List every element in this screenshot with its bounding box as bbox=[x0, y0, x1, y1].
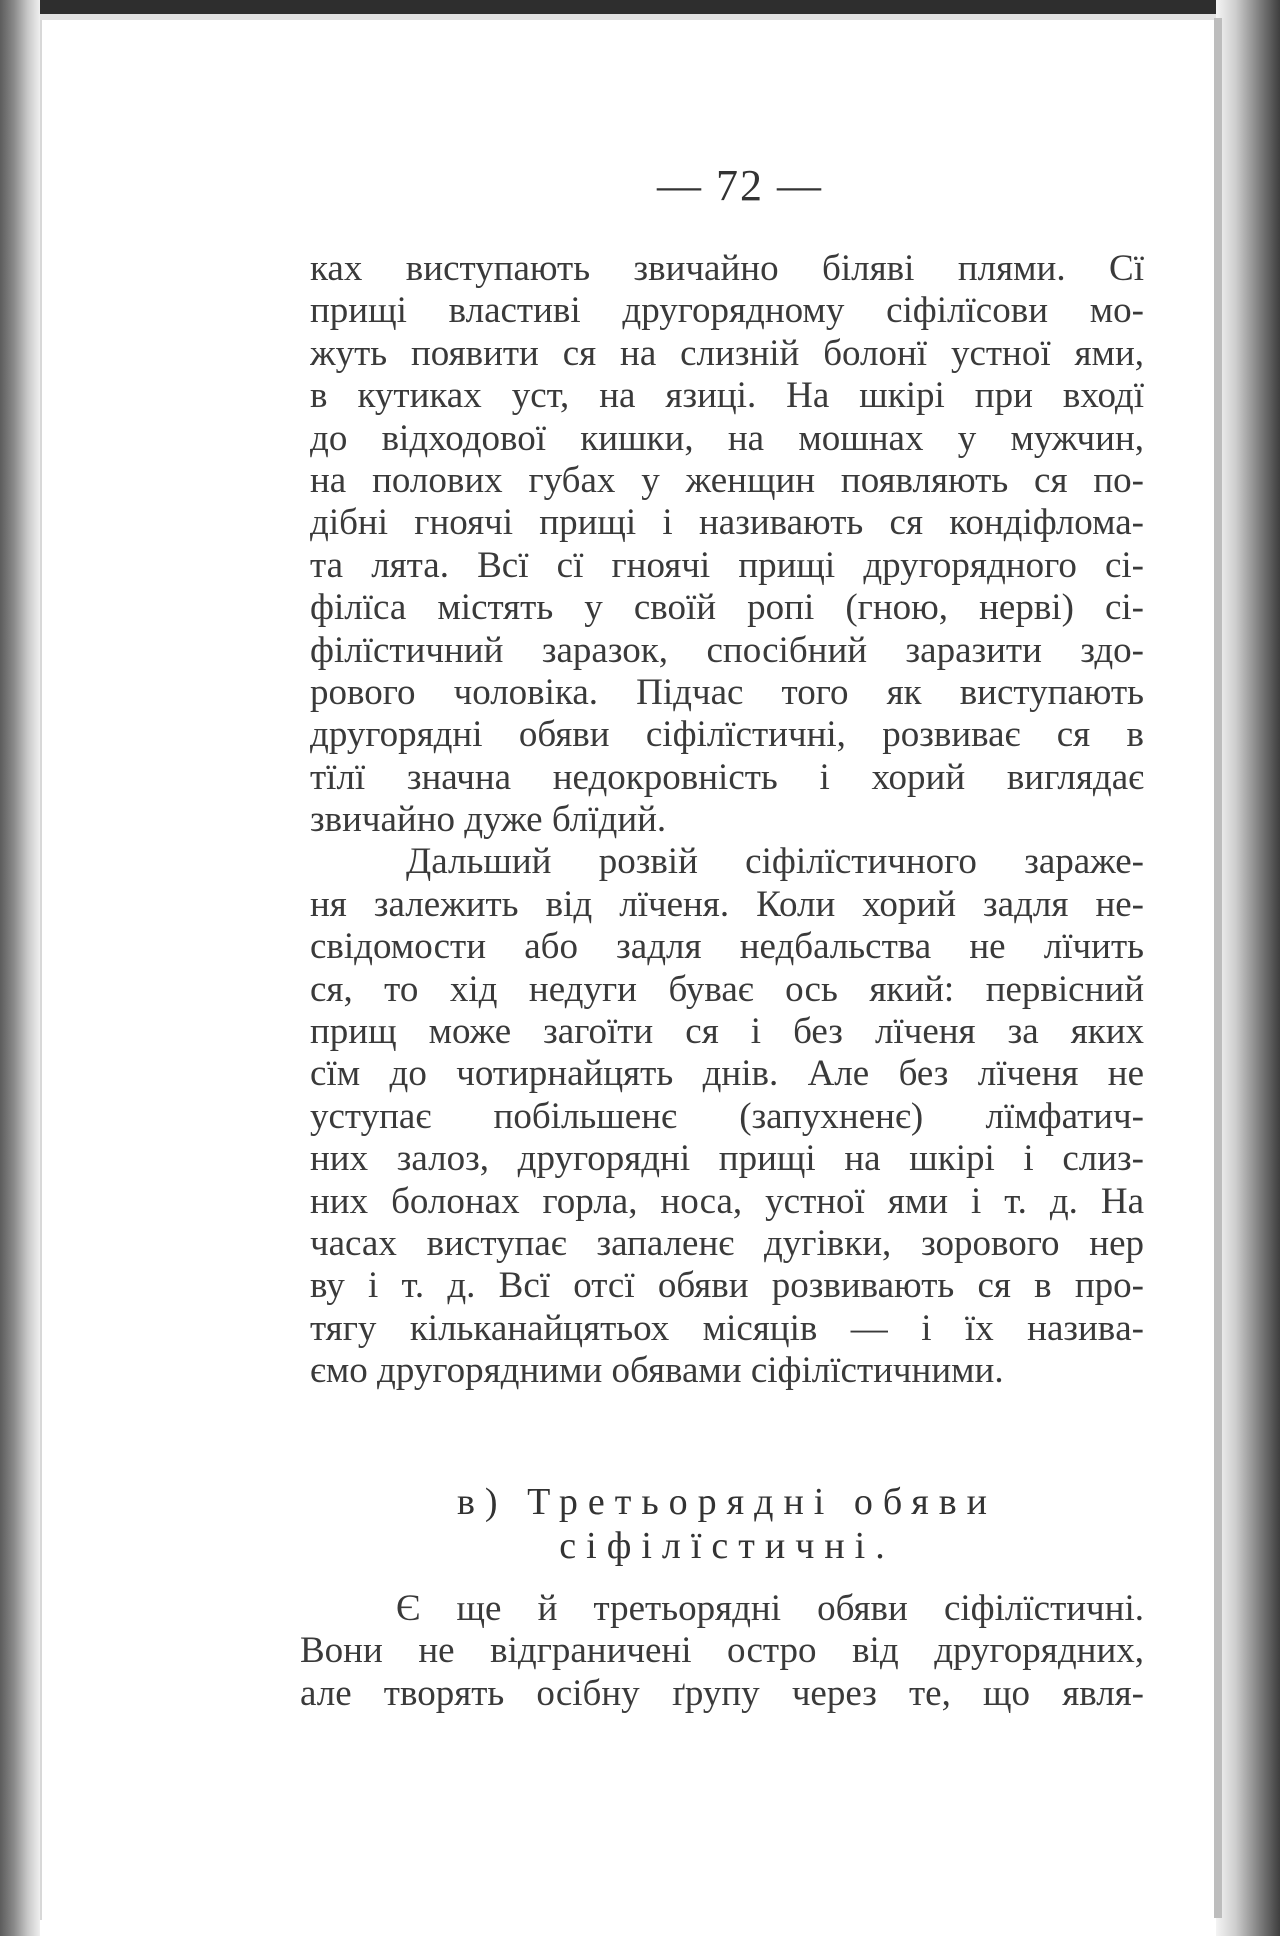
text-line: сїм до чотирнайцять днів. Але без лїченя не bbox=[310, 1053, 1144, 1095]
text-line: часах виступає запаленє дугівки, зорового нер bbox=[310, 1222, 1144, 1264]
text-line: уступає побільшенє (запухненє) лїмфатич- bbox=[310, 1095, 1144, 1137]
text-line: прищі властиві другорядному сіфілїсови мо- bbox=[310, 290, 1144, 332]
text-line: прищ може загоїти ся і без лїченя за яких bbox=[310, 1011, 1144, 1053]
text-line: тягу кільканайцятьох місяців — і їх називa- bbox=[310, 1307, 1144, 1349]
text-line: Дальший розвій сіфілїстичного зараже- bbox=[406, 841, 1144, 883]
text-line: в кутиках уст, на язиці. На шкірі при входї bbox=[310, 375, 1144, 417]
text-line: них залоз, другорядні прищі на шкірі і слиз- bbox=[310, 1138, 1144, 1180]
body-text bbox=[310, 248, 1144, 1393]
page-edge-line bbox=[40, 20, 42, 1920]
text-line: жуть появити ся на слизній болонї устної ями, bbox=[310, 332, 1144, 374]
text-line: але творять осібну ґрупу через те, що явля- bbox=[300, 1672, 1144, 1714]
text-line: ємо другорядними обявами сіфілїстичними. bbox=[310, 1350, 1004, 1392]
scan-top-border bbox=[0, 0, 1280, 14]
paragraph-2 bbox=[310, 841, 1144, 1392]
text-line: звичайно дуже блїдий. bbox=[310, 799, 667, 841]
paragraph-3 bbox=[300, 1588, 1144, 1715]
text-line: та лята. Всї сї гноячі прищі другорядного сі- bbox=[310, 544, 1144, 586]
text-line: до відходової кишки, на мошнах у мужчин, bbox=[310, 417, 1144, 459]
text-line: другорядні обяви сіфілїстичні, розвиває ся в bbox=[310, 714, 1144, 756]
text-line: свідомости або задля недбальства не лїчить bbox=[310, 926, 1144, 968]
scan-top-shadow bbox=[40, 14, 1220, 20]
text-line: рового чоловіка. Підчас того як виступають bbox=[310, 671, 1144, 713]
text-line: ня залежить від лїченя. Коли хорий задля не- bbox=[310, 883, 1144, 925]
text-line: ках виступають звичайно біляві плями. Сї bbox=[310, 248, 1144, 289]
text-line: ву і т. д. Всї отсї обяви розвивають ся в про- bbox=[310, 1265, 1144, 1307]
text-line: Вони не відграничені остро від другорядних, bbox=[300, 1630, 1144, 1672]
book-fore-edge bbox=[1216, 0, 1280, 1936]
text-line: на полових губах у женщин появляють ся по- bbox=[310, 459, 1144, 501]
text-line: філїстичний заразок, спосібний заразити здо- bbox=[310, 629, 1144, 671]
text-line: філїса містять у своїй ропі (гною, нерві) сі- bbox=[310, 587, 1144, 629]
paragraph-1 bbox=[310, 248, 1144, 841]
text-line: ся, то хід недуги буває ось який: первісний bbox=[310, 968, 1144, 1010]
page-number: — 72 — bbox=[657, 161, 823, 210]
page-stack-edge bbox=[1214, 18, 1222, 1918]
text-line: тїлї значна недокровність і хорий виглядає bbox=[310, 756, 1144, 798]
section-heading-line-2: сіфілїстичні. bbox=[559, 1525, 895, 1567]
book-spine-edge bbox=[0, 0, 40, 1936]
text-line: Є ще й третьорядні обяви сіфілїстичні. bbox=[396, 1588, 1144, 1629]
text-line: них болонах горла, носа, устної ями і т. д. На bbox=[310, 1180, 1144, 1222]
section-heading-line-1: в) Третьорядні обяви bbox=[456, 1481, 997, 1523]
text-line: дібні гноячі прищі і називають ся кондіфлома- bbox=[310, 502, 1144, 544]
